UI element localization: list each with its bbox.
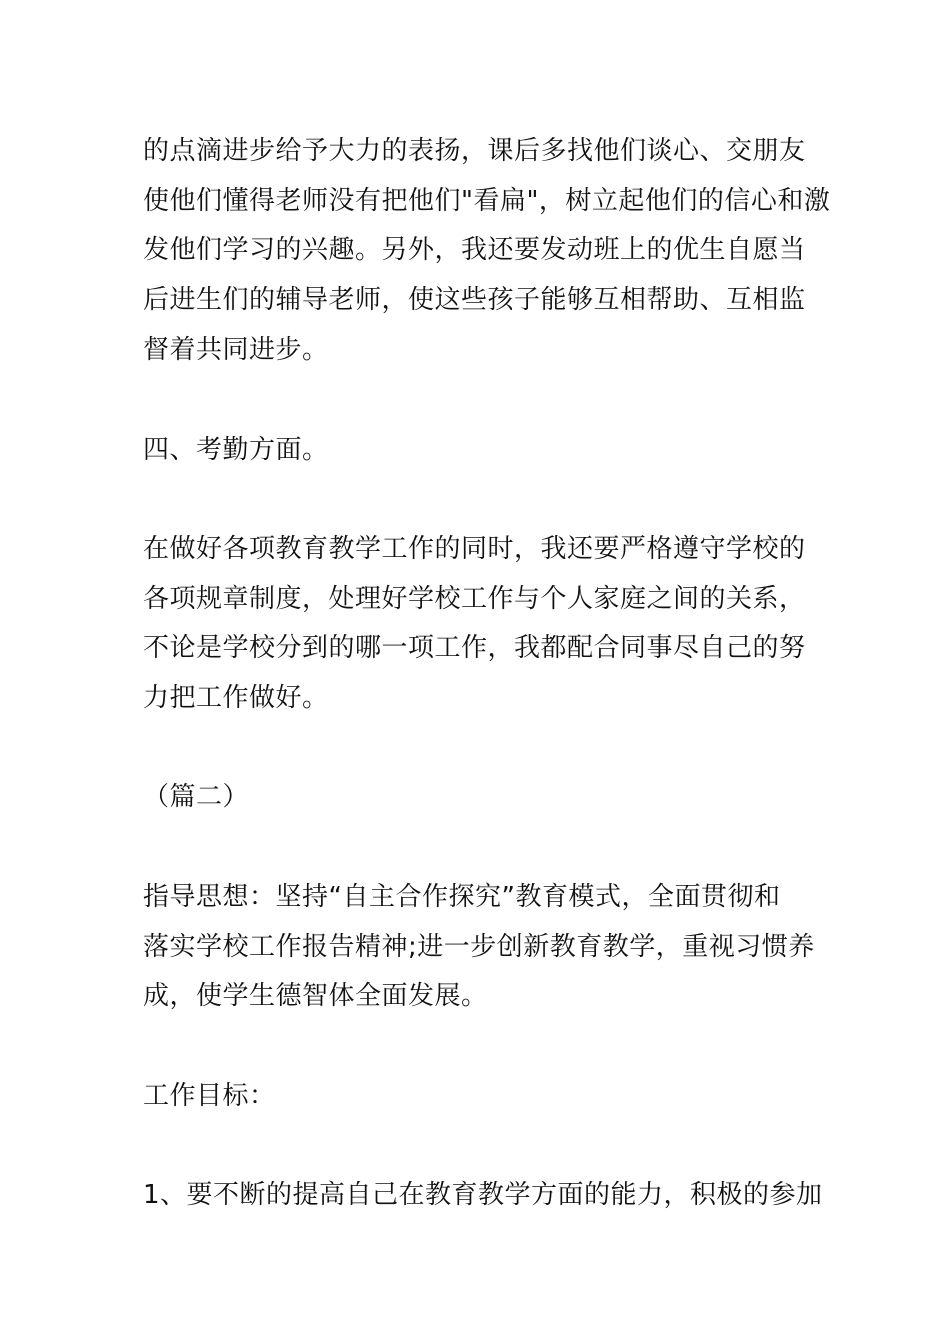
text-line: 1、要不断的提高自己在教育教学方面的能力，积极的参加 [143,1180,823,1210]
text-line: 成，使学生德智体全面发展。 [143,981,488,1011]
text-line: 后进生们的辅导老师，使这些孩子能够互相帮助、互相监 [143,285,806,315]
section-heading: 四、考勤方面。 [143,435,329,465]
text-line: 各项规章制度，处理好学校工作与个人家庭之间的关系， [143,584,806,614]
section-heading: （篇二） [143,782,250,812]
section-heading: 工作目标： [143,1081,276,1111]
text-line: 使他们懂得老师没有把他们"看扁"，树立起他们的信心和激 [143,186,831,216]
text-line: 落实学校工作报告精神;进一步创新教育教学，重视习惯养 [143,932,815,962]
text-line: 在做好各项教育教学工作的同时，我还要严格遵守学校的 [143,534,806,564]
text-line: 督着共同进步。 [143,335,329,365]
text-line: 的点滴进步给予大力的表扬，课后多找他们谈心、交朋友 [143,136,806,166]
text-line: 指导思想：坚持“自主合作探究”教育模式，全面贯彻和 [143,882,781,912]
text-line: 力把工作做好。 [143,683,329,713]
text-line: 发他们学习的兴趣。另外，我还要发动班上的优生自愿当 [143,235,806,265]
text-line: 不论是学校分到的哪一项工作，我都配合同事尽自己的努 [143,633,806,663]
